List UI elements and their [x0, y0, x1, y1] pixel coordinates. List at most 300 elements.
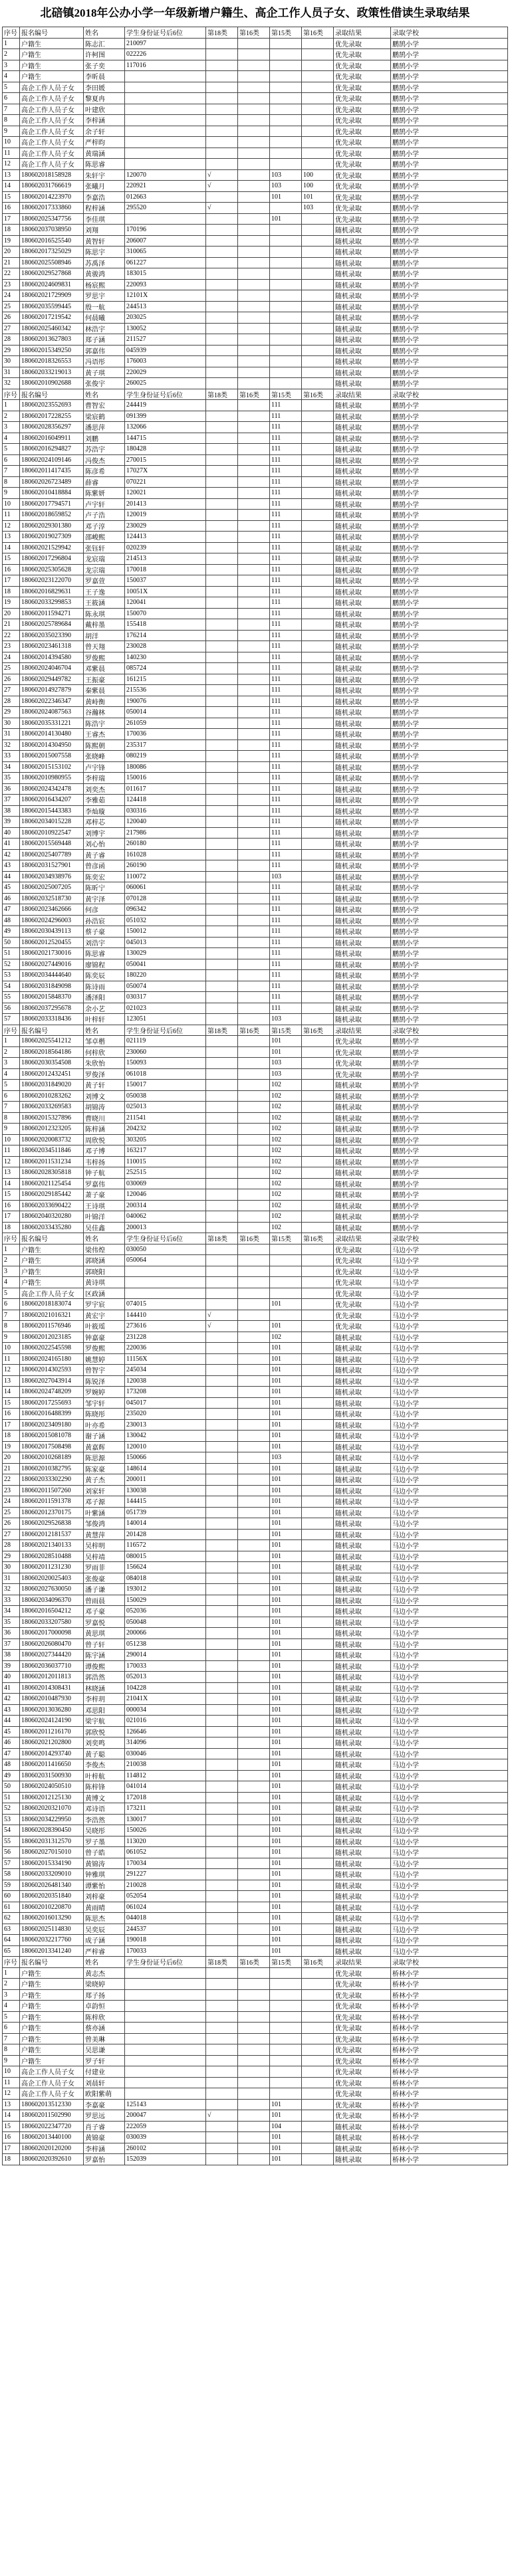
table-cell: 111	[270, 520, 302, 532]
table-cell: 245034	[125, 1365, 206, 1376]
table-cell: 144410	[125, 1310, 206, 1321]
table-cell	[302, 1518, 334, 1530]
table-cell	[302, 2001, 334, 2012]
table-cell	[270, 1277, 302, 1288]
table-cell: 卢宇锋	[84, 761, 125, 773]
table-cell: 2	[3, 49, 20, 60]
table-cell	[238, 213, 270, 225]
table-cell: 鹏鹄小学	[391, 619, 508, 631]
table-cell: 33	[3, 751, 20, 762]
table-cell	[302, 356, 334, 367]
table-cell: 随机录取	[334, 1880, 391, 1891]
table-cell	[302, 2143, 334, 2154]
table-cell	[238, 444, 270, 455]
table-cell: 110072	[125, 871, 206, 882]
table-cell: 22	[3, 268, 20, 280]
table-cell: 鹏鹄小学	[391, 181, 508, 192]
table-cell: 102	[270, 1178, 302, 1189]
table-cell	[302, 1814, 334, 1825]
table-cell	[238, 268, 270, 280]
table-cell	[302, 1266, 334, 1277]
table-cell	[270, 235, 302, 247]
table-row	[3, 1792, 508, 1803]
table-cell	[238, 1156, 270, 1167]
table-cell: 180602031849098	[20, 981, 84, 992]
table-cell: 17	[3, 2143, 20, 2154]
table-cell: 随机录取	[334, 2132, 391, 2143]
table-row	[3, 805, 508, 817]
column-header: 第15类	[270, 1957, 302, 1968]
table-row	[3, 1003, 508, 1014]
table-cell	[206, 751, 238, 762]
table-cell	[270, 1266, 302, 1277]
table-cell	[206, 1650, 238, 1661]
table-cell	[302, 1716, 334, 1727]
table-cell: 180602024748209	[20, 1387, 84, 1398]
table-cell	[238, 915, 270, 926]
table-cell	[238, 2011, 270, 2023]
table-cell: 优先录取	[334, 2110, 391, 2122]
table-cell: 180602012323205	[20, 1124, 84, 1135]
table-row	[3, 476, 508, 488]
table-cell: 116572	[125, 1540, 206, 1551]
table-cell: 17	[3, 1211, 20, 1223]
table-cell: 随机录取	[334, 466, 391, 477]
table-cell	[302, 159, 334, 170]
table-cell	[238, 510, 270, 521]
table-cell: 150026	[125, 1825, 206, 1836]
table-cell	[238, 1310, 270, 1321]
table-cell	[238, 1102, 270, 1113]
table-cell	[238, 970, 270, 981]
table-cell: 18	[3, 1222, 20, 1233]
table-cell: 欧阳紫萌	[84, 2088, 125, 2100]
table-cell	[206, 1112, 238, 1124]
table-cell: 144715	[125, 433, 206, 444]
table-cell: 64	[3, 1935, 20, 1946]
table-cell: 随机录取	[334, 1507, 391, 1518]
table-row	[3, 619, 508, 631]
table-cell: 180602024046704	[20, 663, 84, 674]
table-row	[3, 1145, 508, 1157]
table-cell: 陈紫妍	[84, 488, 125, 499]
table-cell: 193012	[125, 1584, 206, 1595]
table-cell	[238, 1803, 270, 1815]
table-cell: 马边小学	[391, 1672, 508, 1683]
table-cell: 随机录取	[334, 783, 391, 795]
column-header: 学生身份证号后6位	[125, 1025, 206, 1036]
table-cell: 220921	[125, 181, 206, 192]
table-cell: 120046	[125, 1189, 206, 1201]
table-cell	[238, 1397, 270, 1409]
column-header: 姓名	[84, 389, 125, 400]
table-row	[3, 520, 508, 532]
table-row	[3, 1431, 508, 1442]
table-cell: 102	[270, 1167, 302, 1179]
table-cell: 鹏鹄小学	[391, 783, 508, 795]
table-cell	[302, 301, 334, 312]
table-cell	[238, 805, 270, 817]
table-cell: 13	[3, 2099, 20, 2110]
table-row	[3, 729, 508, 740]
table-cell: 鹏鹄小学	[391, 159, 508, 170]
table-cell	[206, 191, 238, 203]
table-cell: 180602017508498	[20, 1441, 84, 1452]
table-cell: 102	[270, 1124, 302, 1135]
table-cell	[302, 225, 334, 236]
table-cell	[302, 981, 334, 992]
table-cell: 鹏鹄小学	[391, 915, 508, 926]
table-cell: 鹏鹄小学	[391, 1068, 508, 1080]
table-cell: 17027X	[125, 466, 206, 477]
table-cell: 随机录取	[334, 981, 391, 992]
table-cell: 180602024342478	[20, 783, 84, 795]
table-cell	[238, 1650, 270, 1661]
table-row	[3, 1387, 508, 1398]
table-cell: 郑子扬	[84, 1989, 125, 2001]
table-cell	[238, 1989, 270, 2001]
table-cell	[206, 1365, 238, 1376]
table-cell: 111	[270, 751, 302, 762]
table-cell: 7	[3, 1102, 20, 1113]
table-cell: 140230	[125, 652, 206, 663]
table-cell: 101	[270, 1825, 302, 1836]
table-cell: 邓子淳	[84, 520, 125, 532]
table-cell: 18	[3, 586, 20, 597]
table-cell: 180602034511846	[20, 1145, 84, 1157]
table-cell: 鹏鹄小学	[391, 488, 508, 499]
column-header: 报名编号	[20, 1025, 84, 1036]
table-cell	[238, 1781, 270, 1793]
table-cell	[206, 1759, 238, 1771]
table-cell	[238, 1672, 270, 1683]
table-cell	[238, 82, 270, 93]
table-cell: 陈浩宇	[84, 718, 125, 729]
table-cell	[302, 1989, 334, 2001]
table-cell	[206, 1463, 238, 1474]
table-cell: 11	[3, 2077, 20, 2088]
table-row	[3, 1858, 508, 1869]
table-cell: 101	[270, 1935, 302, 1946]
table-cell: 张钰轩	[84, 542, 125, 553]
table-cell	[206, 1431, 238, 1442]
table-row	[3, 1332, 508, 1343]
table-cell: 随机录取	[334, 1189, 391, 1201]
table-cell	[302, 2110, 334, 2122]
table-cell: 马边小学	[391, 1310, 508, 1321]
table-cell	[270, 356, 302, 367]
table-cell	[238, 718, 270, 729]
table-cell: 61	[3, 1902, 20, 1913]
table-cell: 180602033318436	[20, 1014, 84, 1025]
table-cell: 114812	[125, 1770, 206, 1781]
table-cell	[302, 1924, 334, 1935]
table-row	[3, 60, 508, 71]
table-cell	[302, 1189, 334, 1201]
table-cell	[238, 1343, 270, 1354]
table-cell	[302, 915, 334, 926]
table-cell	[270, 93, 302, 104]
table-cell	[238, 630, 270, 641]
table-row	[3, 718, 508, 729]
table-cell: 李嘉豪	[84, 2099, 125, 2110]
table-cell	[270, 126, 302, 137]
table-cell: 随机录取	[334, 1102, 391, 1113]
table-cell	[302, 1244, 334, 1255]
table-cell	[238, 1244, 270, 1255]
table-row	[3, 1068, 508, 1080]
table-cell: 244419	[125, 400, 206, 411]
table-cell: 优先录取	[334, 1299, 391, 1310]
table-cell	[270, 367, 302, 378]
table-cell: 27	[3, 1529, 20, 1540]
table-cell: 63	[3, 1924, 20, 1935]
table-cell: 180602015349250	[20, 345, 84, 356]
table-cell: 180602019027309	[20, 532, 84, 543]
table-cell	[302, 1496, 334, 1508]
column-header: 序号	[3, 389, 20, 400]
table-cell: 180602029185442	[20, 1189, 84, 1201]
table-cell	[206, 1967, 238, 1979]
table-cell: 150070	[125, 608, 206, 619]
table-cell: 180602015443383	[20, 805, 84, 817]
table-cell	[206, 1869, 238, 1880]
table-cell: 124418	[125, 795, 206, 806]
table-cell	[302, 38, 334, 49]
table-cell: 随机录取	[334, 1353, 391, 1365]
table-cell: 030317	[125, 992, 206, 1003]
table-cell: 随机录取	[334, 1716, 391, 1727]
table-cell	[238, 564, 270, 575]
table-cell: 26	[3, 1518, 20, 1530]
table-cell: 随机录取	[334, 970, 391, 981]
table-cell: 罗思宇	[84, 290, 125, 302]
table-cell: 180602024296003	[20, 915, 84, 926]
table-cell	[206, 1518, 238, 1530]
column-header: 第16类	[302, 389, 334, 400]
table-cell: 随机录取	[334, 1518, 391, 1530]
table-cell: 103	[270, 1014, 302, 1025]
table-row	[3, 1178, 508, 1189]
table-cell	[206, 959, 238, 970]
table-cell	[302, 71, 334, 82]
table-row	[3, 1102, 508, 1113]
table-row	[3, 1474, 508, 1486]
table-cell: 180602027015010	[20, 1847, 84, 1858]
table-cell	[302, 1660, 334, 1672]
table-cell: 陈梓涵	[84, 1124, 125, 1135]
table-cell	[206, 1211, 238, 1223]
table-cell: 180602021529942	[20, 542, 84, 553]
table-cell: 180602026080470	[20, 1638, 84, 1650]
table-cell	[270, 312, 302, 324]
table-cell: 罗婉婷	[84, 1387, 125, 1398]
table-cell: 随机录取	[334, 1387, 391, 1398]
table-cell: 邹俊鸿	[84, 1518, 125, 1530]
table-cell: 111	[270, 454, 302, 466]
table-cell: 梁伟煌	[84, 1244, 125, 1255]
table-cell: 022226	[125, 49, 206, 60]
table-cell	[302, 1409, 334, 1420]
table-cell: 鹏鹄小学	[391, 1167, 508, 1179]
table-cell: 9	[3, 1124, 20, 1135]
table-cell	[238, 729, 270, 740]
table-cell	[206, 1682, 238, 1694]
table-cell	[238, 301, 270, 312]
table-cell: 180602016294827	[20, 444, 84, 455]
table-cell	[206, 685, 238, 696]
table-row	[3, 663, 508, 674]
table-cell: 鹏鹄小学	[391, 247, 508, 258]
table-row	[3, 696, 508, 707]
table-cell: 210097	[125, 38, 206, 49]
table-cell: 随机录取	[334, 1825, 391, 1836]
table-cell: 084018	[125, 1573, 206, 1584]
table-cell: 马边小学	[391, 1387, 508, 1398]
table-cell: 冯俊杰	[84, 454, 125, 466]
table-cell	[206, 2154, 238, 2165]
table-cell	[238, 148, 270, 159]
table-cell: 180602015007558	[20, 751, 84, 762]
table-cell	[238, 2110, 270, 2122]
table-cell: 103	[270, 1452, 302, 1464]
table-cell	[302, 839, 334, 850]
table-cell: 180602015153102	[20, 761, 84, 773]
table-cell: 29	[3, 345, 20, 356]
column-header: 第16类	[302, 1233, 334, 1244]
table-cell: 罗嘉悦	[84, 1617, 125, 1628]
table-cell	[238, 1178, 270, 1189]
table-cell	[206, 1397, 238, 1409]
table-cell: 45	[3, 882, 20, 894]
table-cell	[238, 761, 270, 773]
table-cell: 黎夏冉	[84, 93, 125, 104]
table-cell: 叶梓轩	[84, 1014, 125, 1025]
table-cell	[302, 1178, 334, 1189]
table-cell: 273616	[125, 1321, 206, 1332]
table-row	[3, 1825, 508, 1836]
table-cell: 黄子聪	[84, 1748, 125, 1759]
table-cell	[238, 1288, 270, 1299]
table-cell: 鹏鹄小学	[391, 169, 508, 181]
table-cell	[238, 542, 270, 553]
table-cell: 180602010980955	[20, 773, 84, 784]
table-cell: 马边小学	[391, 1803, 508, 1815]
table-row	[3, 2088, 508, 2100]
table-cell	[302, 608, 334, 619]
table-cell: 230013	[125, 1419, 206, 1431]
table-cell: 170033	[125, 1945, 206, 1957]
table-row	[3, 1211, 508, 1223]
table-cell	[302, 213, 334, 225]
column-header: 序号	[3, 1025, 20, 1036]
table-row	[3, 1080, 508, 1091]
table-cell: 王子逸	[84, 586, 125, 597]
column-header: 序号	[3, 1957, 20, 1968]
table-cell	[206, 301, 238, 312]
table-cell: 052054	[125, 1891, 206, 1902]
table-cell: 180602029449782	[20, 674, 84, 685]
table-cell: 2	[3, 1255, 20, 1266]
table-cell	[206, 839, 238, 850]
table-cell: 074015	[125, 1299, 206, 1310]
table-row	[3, 345, 508, 356]
table-cell: 鹏鹄小学	[391, 301, 508, 312]
table-cell: 吴佳鑫	[84, 1222, 125, 1233]
table-cell: 180602035023390	[20, 630, 84, 641]
table-row	[3, 312, 508, 324]
table-cell: 16	[3, 203, 20, 214]
table-cell: 随机录取	[334, 718, 391, 729]
table-cell: 刘梓豪	[84, 1891, 125, 1902]
table-cell: 21	[3, 257, 20, 268]
table-cell: 随机录取	[334, 992, 391, 1003]
table-cell: 马边小学	[391, 1945, 508, 1957]
table-cell: 150029	[125, 1595, 206, 1606]
table-cell	[238, 575, 270, 587]
table-cell: 8	[3, 115, 20, 126]
table-row	[3, 334, 508, 346]
table-cell: 高企工作人员子女	[20, 2088, 84, 2100]
table-cell: 鹏鹄小学	[391, 805, 508, 817]
table-row	[3, 532, 508, 543]
table-cell: 优先录取	[334, 1266, 391, 1277]
table-cell: 180602020321070	[20, 1803, 84, 1815]
table-cell	[206, 597, 238, 609]
table-cell: 高企工作人员子女	[20, 93, 84, 104]
table-cell: 鹏鹄小学	[391, 707, 508, 718]
table-cell: 34	[3, 1606, 20, 1617]
table-cell: 马边小学	[391, 1660, 508, 1672]
table-cell	[238, 2044, 270, 2056]
table-cell	[206, 817, 238, 828]
table-cell	[302, 1102, 334, 1113]
table-cell: 桥林小学	[391, 2110, 508, 2122]
table-cell	[270, 268, 302, 280]
table-cell: 随机录取	[334, 608, 391, 619]
table-cell: 030069	[125, 1178, 206, 1189]
table-row	[3, 564, 508, 575]
table-cell: 180602024050510	[20, 1781, 84, 1793]
table-cell: 111	[270, 466, 302, 477]
table-cell: 180602029527868	[20, 268, 84, 280]
table-cell	[125, 148, 206, 159]
table-cell: 051032	[125, 915, 206, 926]
table-cell: 优先录取	[334, 82, 391, 93]
table-cell: 011617	[125, 783, 206, 795]
table-cell	[206, 1748, 238, 1759]
table-cell: 黄智轩	[84, 235, 125, 247]
table-cell	[125, 1979, 206, 1990]
table-cell	[238, 553, 270, 565]
table-cell: 朱轩宇	[84, 169, 125, 181]
table-cell: 10	[3, 498, 20, 510]
table-row	[3, 1288, 508, 1299]
table-cell: 021016	[125, 1716, 206, 1727]
table-row	[3, 235, 508, 247]
table-cell: 随机录取	[334, 817, 391, 828]
table-cell	[302, 411, 334, 422]
table-cell: 马边小学	[391, 1419, 508, 1431]
table-cell	[302, 2044, 334, 2056]
table-cell: 鹏鹄小学	[391, 586, 508, 597]
table-cell	[238, 520, 270, 532]
table-cell: 鹏鹄小学	[391, 411, 508, 422]
table-cell: 47	[3, 904, 20, 916]
table-cell: 马边小学	[391, 1704, 508, 1716]
table-cell: 随机录取	[334, 1562, 391, 1573]
table-row	[3, 1935, 508, 1946]
